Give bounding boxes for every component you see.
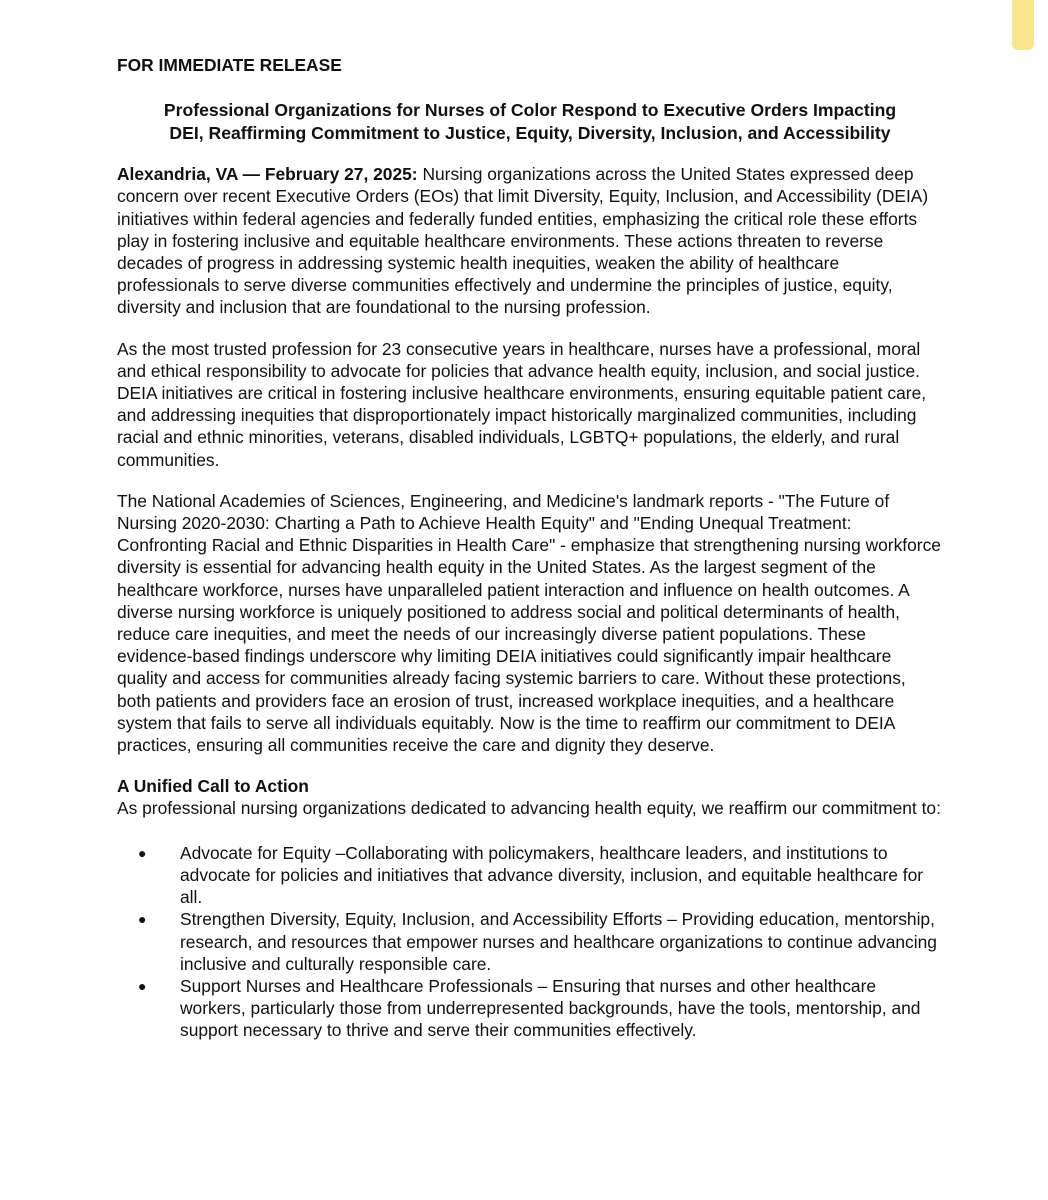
section-intro: As professional nursing organizations dedicated to advancing health equity, we reaffirm our commitment to: [117,798,941,819]
headline-line-2: DEI, Reaffirming Commitment to Justice, Equity, Diversity, Inclusion, and Accessibility [169,122,891,143]
section-heading: A Unified Call to Action [117,776,309,797]
scroll-indicator[interactable] [1012,0,1034,50]
paragraph-intro [117,163,943,318]
list-item [117,908,943,975]
bullet-icon: ● [138,911,147,928]
list-item [117,842,943,909]
list-item [117,975,943,1042]
headline-line-1: Professional Organizations for Nurses of Color Respond to Executive Orders Impacting [163,100,897,121]
bullet-icon: ● [138,844,147,861]
paragraph-trusted-profession: As the most trusted profession for 23 consecutive years in healthcare, nurses have a professional, moral and ethical responsibility to advocate for policies that advance health equity, inclusion, and social justice. DEIA initiatives are critical in fostering inclusive healthcare environments, ensuring equitable patient care, and addressing inequities that disproportionately impact historically marginalized communities, including racial and ethnic minorities, veterans, disabled individuals, LGBTQ+ populations, the elderly, and rural communities. [117,338,927,470]
paragraph-national-academies: The National Academies of Sciences, Engineering, and Medicine's landmark reports - "The Future of Nursing 2020-2030: Charting a Path to Achieve Health Equity" and "Ending Unequal Treatment: Confronting Racial and Ethnic Disparities in Health Care" - emphasize that strengthening nursing workforce diversity is essential for advancing health equity in the United States. As the largest segment of the healthcare workforce, nurses have unparalleled patient interaction and influence on health outcomes. A diverse nursing workforce is uniquely positioned to address social and political determinants of health, reduce care inequities, and meet the needs of our increasingly diverse patient populations. These evidence-based findings underscore why limiting DEIA initiatives could significantly impair healthcare quality and access for communities already facing systemic barriers to care. Without these protections, both patients and providers face an erosion of trust, increased workplace inequities, and a healthcare system that fails to serve all individuals equitably. Now is the time to reaffirm our commitment to DEIA practices, ensuring all communities receive the care and dignity they deserve. [117,490,941,756]
list-item-text: Strengthen Diversity, Equity, Inclusion, and Accessibility Efforts – Providing education, mentorship, research, and resources that empower nurses and healthcare organizations to continue advancing inclusive and culturally responsible care. [180,909,937,974]
action-list [117,842,943,1042]
dateline: Alexandria, VA — February 27, 2025: [117,164,418,185]
bullet-icon: ● [138,977,147,994]
headline [117,99,943,144]
paragraph-intro-text: Nursing organizations across the United States expressed deep concern over recent Executive Orders (EOs) that limit Diversity, Equity, Inclusion, and Accessibility (DEIA) initiatives within federal agencies and federally funded entities, emphasizing the critical role these efforts play in fostering inclusive and equitable healthcare environments. These actions threaten to reverse decades of progress in addressing systemic health inequities, weaken the ability of healthcare professionals to serve diverse communities effectively and undermine the principles of justice, equity, diversity and inclusion that are foundational to the nursing profession. [117,164,929,318]
press-release-page [117,54,943,1042]
release-label: FOR IMMEDIATE RELEASE [117,55,342,75]
list-item-text: Support Nurses and Healthcare Professionals – Ensuring that nurses and other healthcare workers, particularly those from underrepresented backgrounds, have the tools, mentorship, and support necessary to thrive and serve their communities effectively. [180,975,921,1041]
list-item-text: Advocate for Equity –Collaborating with policymakers, healthcare leaders, and institutions to advocate for policies and initiatives that advance diversity, inclusion, and equitable healthcare for all. [180,842,924,908]
